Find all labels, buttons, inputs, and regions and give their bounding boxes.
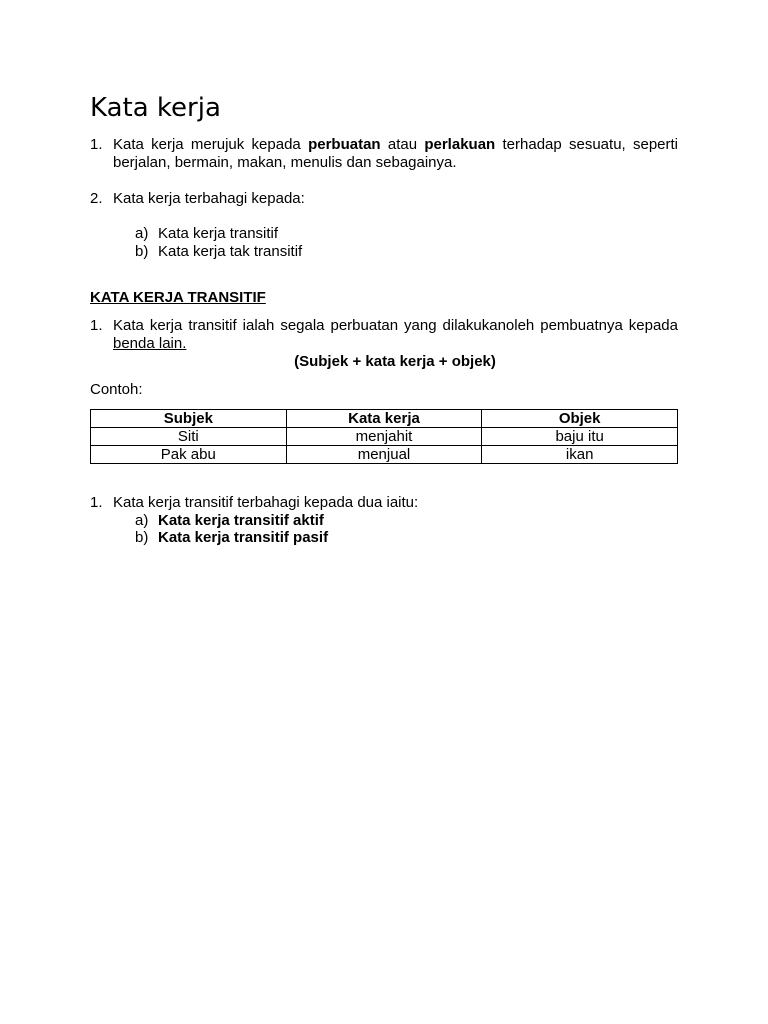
list-number: 1. — [90, 317, 103, 334]
sub-item-transitif — [135, 225, 278, 243]
table-cell: baju itu — [482, 428, 678, 446]
list-item-transitif-types — [90, 494, 678, 512]
column-header-objek: Objek — [482, 410, 678, 428]
bold-term-perbuatan: perbuatan — [308, 136, 381, 153]
table-header-row — [91, 410, 678, 428]
sub-letter: a) — [135, 225, 149, 242]
sub-item-pasif — [135, 529, 328, 547]
sub-item-tak-transitif — [135, 243, 302, 261]
section-heading: KATA KERJA TRANSITIF — [90, 289, 266, 306]
example-table — [90, 409, 678, 464]
table-row — [91, 428, 678, 446]
sub-letter: b) — [135, 529, 149, 546]
underlined-phrase: benda lain. — [113, 335, 187, 352]
bold-term-perlakuan: perlakuan — [424, 136, 496, 153]
column-header-kata-kerja: Kata kerja — [286, 410, 482, 428]
table-cell: menjual — [286, 446, 482, 464]
text-segment: Kata kerja merujuk kepada — [113, 136, 309, 153]
list-item-categories — [90, 190, 678, 208]
list-number: 1. — [90, 494, 103, 511]
text-segment: terhadap sesuatu, seperti berjalan, bermain, makan, menulis dan sebagainya. — [113, 136, 679, 171]
sub-text: Kata kerja transitif aktif — [158, 512, 324, 529]
text-segment: atau — [380, 136, 425, 153]
formula: (Subjek + kata kerja + objek) — [294, 353, 496, 370]
table-cell: Pak abu — [91, 446, 287, 464]
sub-text: Kata kerja transitif pasif — [158, 529, 329, 546]
categories-text: Kata kerja terbahagi kepada: — [113, 190, 305, 207]
sub-text: Kata kerja transitif — [158, 225, 279, 242]
list-item-definition — [90, 136, 678, 172]
example-label: Contoh: — [90, 381, 143, 398]
list-number: 1. — [90, 136, 103, 153]
sub-item-aktif — [135, 512, 324, 530]
definition-text — [113, 136, 678, 172]
column-header-subjek: Subjek — [91, 410, 287, 428]
sub-letter: a) — [135, 512, 149, 529]
sub-letter: b) — [135, 243, 149, 260]
text-segment: Kata kerja transitif ialah segala perbuatan yang dilakukanoleh pembuatnya kepada — [113, 317, 678, 334]
sub-text: Kata kerja tak transitif — [158, 243, 303, 260]
table-cell: Siti — [91, 428, 287, 446]
table-cell: ikan — [482, 446, 678, 464]
list-number: 2. — [90, 190, 103, 207]
list-item-transitif-definition — [90, 317, 678, 353]
table-row — [91, 446, 678, 464]
page-title: Kata kerja — [90, 93, 221, 123]
transitif-definition-text — [113, 317, 678, 353]
table-cell: menjahit — [286, 428, 482, 446]
transitif-types-text: Kata kerja transitif terbahagi kepada dua iaitu: — [113, 494, 419, 511]
